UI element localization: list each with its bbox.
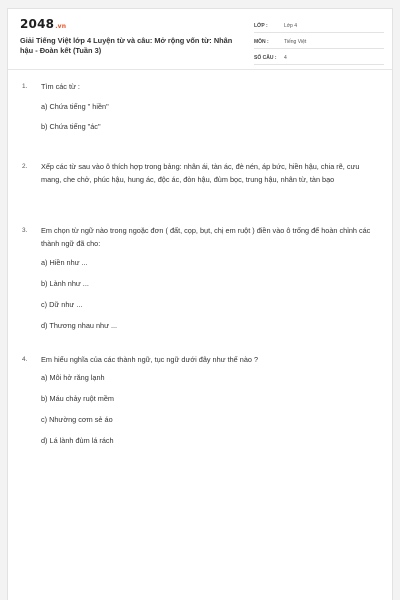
logo-text: 2048 [20, 17, 55, 31]
site-logo[interactable] [20, 17, 66, 31]
question-option: d) Lá lành đùm lá rách [41, 435, 114, 445]
meta-label: LỚP : [254, 23, 268, 29]
meta-label: SỐ CÂU : [254, 55, 277, 61]
question-3 [8, 225, 392, 354]
question-option: a) Chứa tiếng " hiền" [41, 101, 109, 111]
question-text: Em hiểu nghĩa của các thành ngữ, tục ngữ dưới đây như thế nào ? [41, 355, 259, 364]
worksheet-title: Giải Tiếng Việt lớp 4 Luyện từ và câu: Mở rộng vốn từ: Nhân hậu - Đoàn kết (Tuần 3) [20, 36, 233, 55]
question-option: a) Hiền như ... [41, 258, 88, 267]
question-number: 2. [22, 163, 28, 170]
question-option: b) Lành như ... [41, 279, 89, 288]
meta-row-question-count [254, 49, 384, 65]
question-number: 1. [22, 83, 28, 90]
question-list [8, 81, 392, 454]
meta-value: 4 [284, 55, 287, 61]
question-1 [8, 81, 392, 161]
meta-label: MÔN : [254, 39, 269, 45]
worksheet-meta [254, 17, 384, 65]
question-number: 4. [22, 356, 28, 363]
question-option: a) Môi hở răng lạnh [41, 372, 105, 382]
question-option: c) Dữ như ... [41, 300, 83, 309]
question-4 [8, 354, 392, 454]
worksheet-header [8, 9, 392, 70]
meta-value: Tiếng Việt [284, 39, 307, 45]
meta-value: Lớp 4 [284, 23, 298, 29]
worksheet-page [7, 8, 393, 600]
question-text: Em chọn từ ngữ nào trong ngoặc đơn ( đất, cọp, bụt, chị em ruột ) điền vào ô trống để hoàn chỉnh các thành ngữ đã cho: [41, 226, 371, 248]
logo-suffix: .vn [55, 23, 67, 30]
question-option: d) Thương nhau như ... [41, 321, 118, 330]
question-2 [8, 161, 392, 225]
question-text: Tìm các từ : [41, 82, 80, 91]
question-option: c) Nhường cơm sẻ áo [41, 414, 113, 424]
meta-row-subject [254, 33, 384, 49]
question-option: b) Chứa tiếng "ác" [41, 121, 101, 131]
question-option: b) Máu chảy ruột mềm [41, 393, 114, 403]
question-text: Xếp các từ sau vào ô thích hợp trong bảng: nhân ái, tàn ác, đè nén, áp bức, hiền hậu, chia rẽ, cưu mang, che chở, phúc hậu, hung ác, độc ác, đòn hậu, đùm bọc, trung hậu, nhân từ, tàn bạo [41, 162, 360, 184]
meta-row-grade [254, 17, 384, 33]
question-number: 3. [22, 227, 28, 234]
